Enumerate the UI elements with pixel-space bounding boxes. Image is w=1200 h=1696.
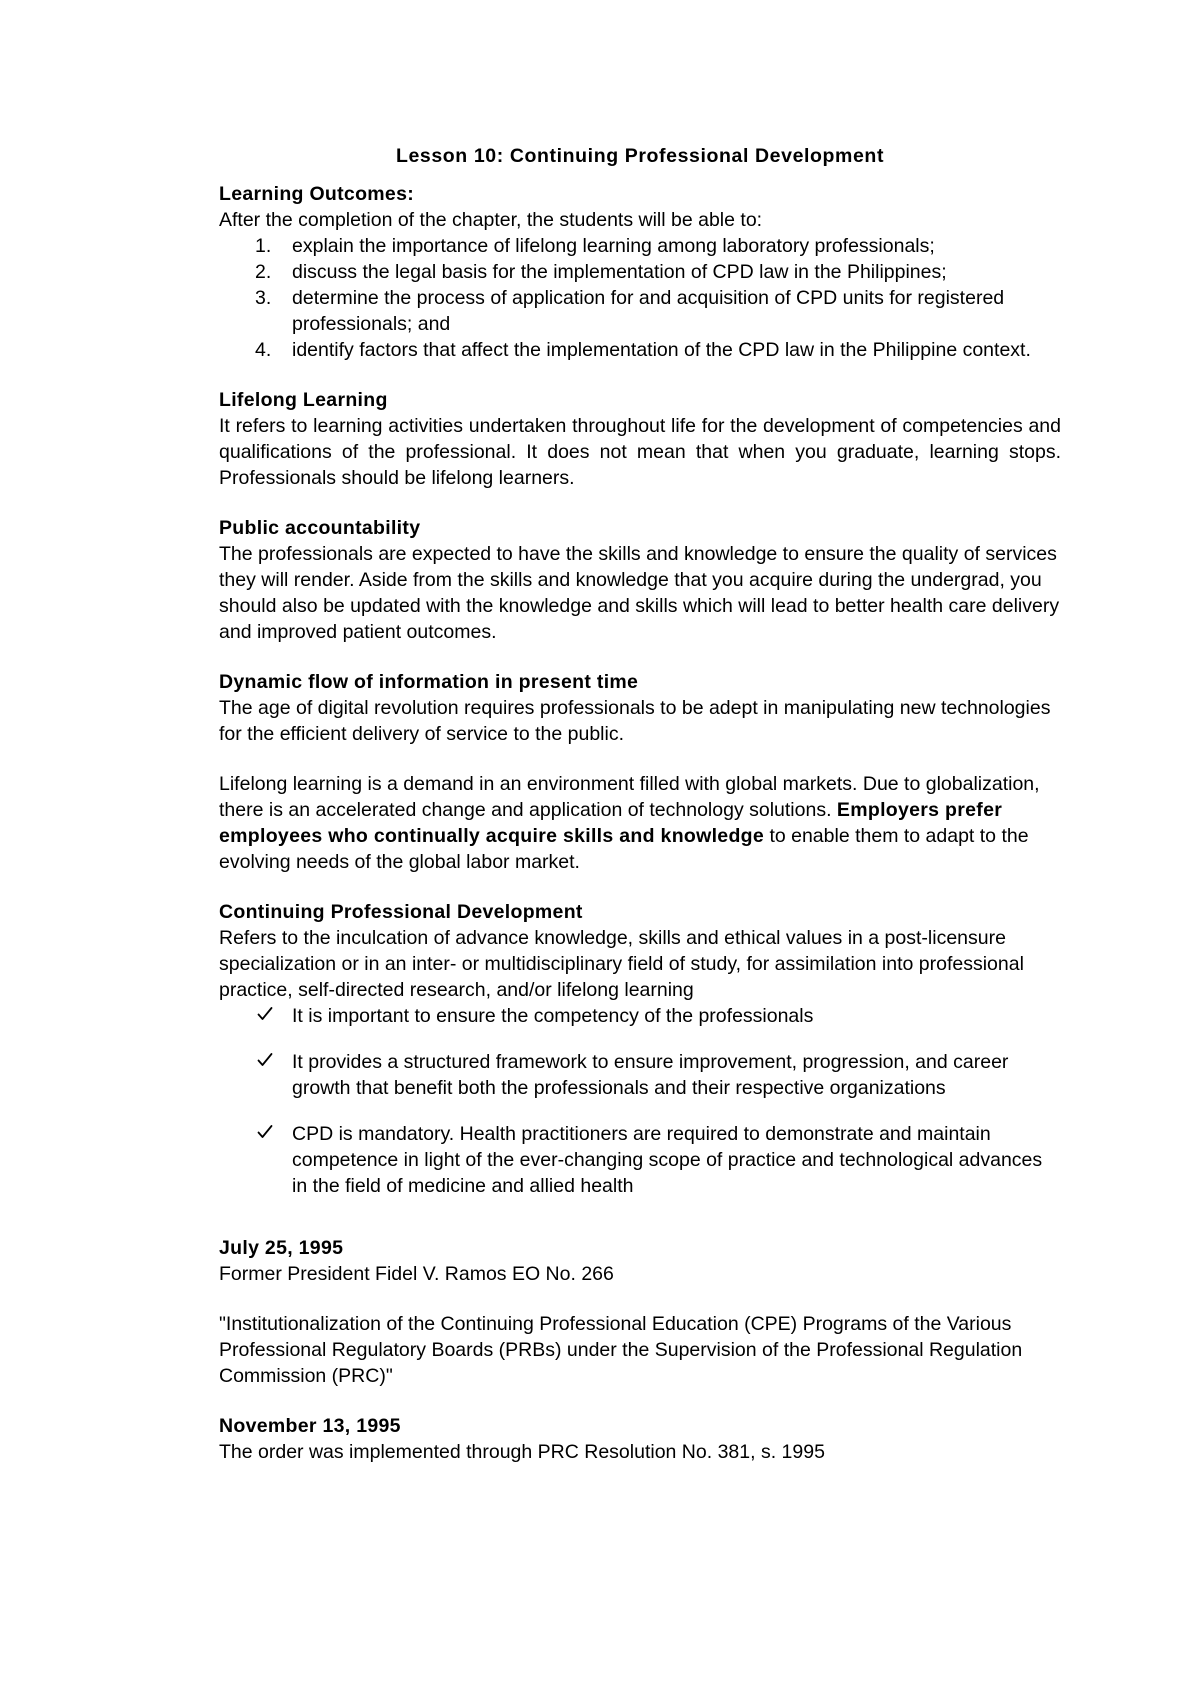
timeline-entry bbox=[219, 1413, 1061, 1465]
lifelong-learning-heading: Lifelong Learning bbox=[219, 389, 388, 411]
checklist-item bbox=[219, 1049, 1061, 1101]
checklist-item bbox=[219, 1003, 1061, 1029]
learning-outcomes-list bbox=[219, 233, 1061, 363]
global-markets-paragraph bbox=[219, 771, 1061, 875]
list-item bbox=[219, 285, 1061, 337]
timeline-text: The order was implemented through PRC Resolution No. 381, s. 1995 bbox=[219, 1441, 825, 1463]
list-item-number: 4. bbox=[255, 339, 272, 361]
lifelong-learning-section bbox=[219, 387, 1061, 491]
public-accountability-text: The professionals are expected to have the skills and knowledge to ensure the quality of services they will render. Aside from the skills and knowledge that you acquire during the undergrad, you should also be updated with the knowledge and skills which will lead to better health care delivery and improved patient outcomes. bbox=[219, 543, 1060, 643]
list-item-number: 2. bbox=[255, 261, 272, 283]
list-item-text: discuss the legal basis for the implementation of CPD law in the Philippines; bbox=[292, 261, 947, 283]
timeline-entry bbox=[219, 1235, 1061, 1389]
page-title: Lesson 10: Continuing Professional Development bbox=[395, 145, 885, 167]
learning-outcomes-heading: Learning Outcomes: bbox=[219, 183, 415, 205]
cpd-heading: Continuing Professional Development bbox=[219, 901, 583, 923]
list-item-text: explain the importance of lifelong learning among laboratory professionals; bbox=[292, 235, 935, 257]
checklist-item-text: It provides a structured framework to ensure improvement, progression, and career growth that benefit both the professionals and their respective organizations bbox=[292, 1051, 1009, 1099]
list-item bbox=[219, 259, 1061, 285]
dynamic-flow-text: The age of digital revolution requires professionals to be adept in manipulating new technologies for the efficient delivery of service to the public. bbox=[219, 697, 1051, 745]
checkmark-icon bbox=[257, 1006, 273, 1022]
checklist-item bbox=[219, 1121, 1061, 1199]
list-item bbox=[219, 337, 1061, 363]
document-page bbox=[219, 143, 1061, 1465]
list-item-text: identify factors that affect the implementation of the CPD law in the Philippine context. bbox=[292, 339, 1031, 361]
checkmark-icon bbox=[257, 1124, 273, 1140]
timeline-date: November 13, 1995 bbox=[219, 1415, 401, 1437]
learning-outcomes-intro: After the completion of the chapter, the students will be able to: bbox=[219, 209, 763, 231]
checkmark-icon bbox=[257, 1052, 273, 1068]
list-item bbox=[219, 233, 1061, 259]
list-item-number: 3. bbox=[255, 287, 272, 309]
public-accountability-heading: Public accountability bbox=[219, 517, 421, 539]
cpd-definition: Refers to the inculcation of advance knowledge, skills and ethical values in a post-licensure specialization or in an inter- or multidisciplinary field of study, for assimilation into professional practice, self-directed research, and/or lifelong learning bbox=[219, 927, 1024, 1001]
dynamic-flow-section bbox=[219, 669, 1061, 747]
timeline-text: Former President Fidel V. Ramos EO No. 266 bbox=[219, 1263, 614, 1285]
global-markets-text: Lifelong learning is a demand in an environment filled with global markets. Due to globalization, there is an accelerated change and application of technology solutions. bbox=[219, 773, 1040, 821]
list-item-text: determine the process of application for and acquisition of CPD units for registered professionals; and bbox=[292, 287, 1005, 335]
employers-emphasis: Employers prefer employees who continually acquire skills and knowledge bbox=[219, 799, 1003, 847]
cpd-checklist bbox=[219, 1003, 1061, 1199]
timeline-quote: "Institutionalization of the Continuing Professional Education (CPE) Programs of the Various Professional Regulatory Boards (PRBs) under the Supervision of the Professional Regulation Commission (PRC)" bbox=[219, 1313, 1023, 1387]
timeline-date: July 25, 1995 bbox=[219, 1237, 344, 1259]
learning-outcomes-section bbox=[219, 181, 1061, 363]
list-item-number: 1. bbox=[255, 235, 272, 257]
cpd-section bbox=[219, 899, 1061, 1199]
checklist-item-text: CPD is mandatory. Health practitioners are required to demonstrate and maintain competence in light of the ever-changing scope of practice and technological advances in the field of medicine and allied health bbox=[292, 1123, 1043, 1197]
lifelong-learning-text: It refers to learning activities undertaken throughout life for the development of competencies and qualifications of the professional. It does not mean that when you graduate, learning stops. Professionals should be lifelong learners. bbox=[219, 415, 1061, 489]
checklist-item-text: It is important to ensure the competency of the professionals bbox=[292, 1005, 814, 1027]
global-markets-text-end: to enable them to adapt to the evolving needs of the global labor market. bbox=[219, 825, 1029, 873]
public-accountability-section bbox=[219, 515, 1061, 645]
dynamic-flow-heading: Dynamic flow of information in present time bbox=[219, 671, 639, 693]
